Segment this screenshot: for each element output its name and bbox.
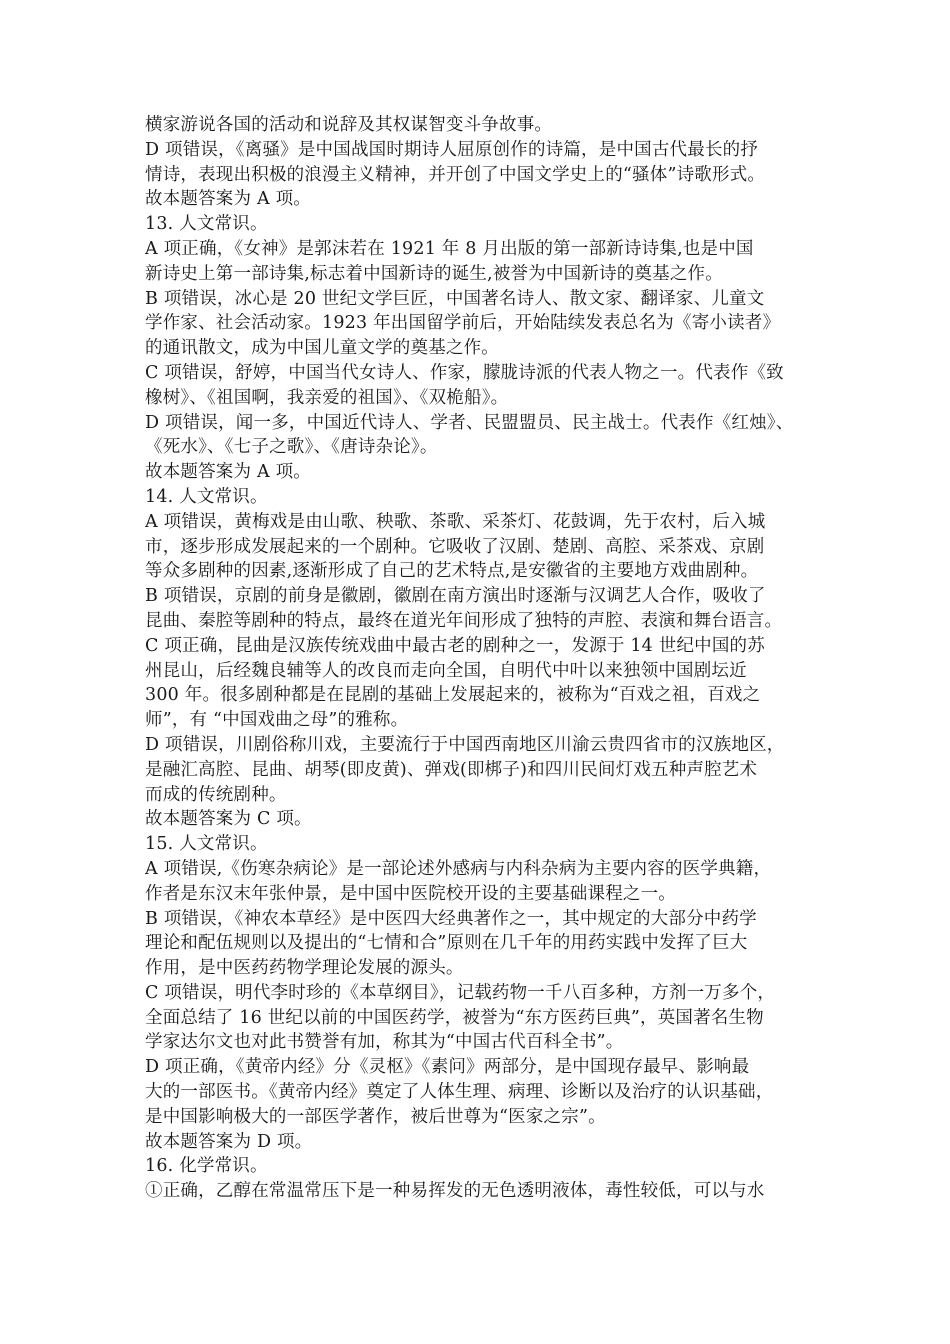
text-line: D 项错误，《离骚》是中国战国时期诗人屈原创作的诗篇，是中国古代最长的抒	[145, 139, 759, 160]
text-line: 州昆山，后经魏良辅等人的改良而走向全国，自明代中叶以来独领中国剧坛近	[145, 660, 747, 681]
text-line: 学家达尔文也对此书赞誉有加，称其为“中国古代百科全书”。	[145, 1032, 624, 1053]
text-line: C 项错误，舒婷，中国当代女诗人、作家，朦胧诗派的代表人物之一。代表作《致	[145, 362, 784, 383]
text-line: 作用，是中医药药物学理论发展的源头。	[145, 958, 464, 979]
text-line: 故本题答案为 D 项。	[145, 1131, 313, 1152]
section-heading: 14. 人文常识。	[145, 486, 268, 507]
text-line: D 项正确，《黄帝内经》分《灵枢》《素问》两部分，是中国现存最早、影响最	[145, 1057, 750, 1078]
text-line: C 项错误，明代李时珍的《本草纲目》，记载药物一千八百多种，方剂一万多个，	[145, 982, 776, 1003]
section-heading: 13. 人文常识。	[145, 214, 268, 235]
text-line: 全面总结了 16 世纪以前的中国医药学，被誉为“东方医药巨典”，英国著名生物	[145, 1007, 764, 1028]
text-line: 而成的传统剧种。	[145, 784, 287, 805]
text-line: A 项正确，《女神》是郭沫若在 1921 年 8 月出版的第一部新诗诗集,也是中国	[145, 238, 754, 259]
text-line: A 项错误,《伤寒杂病论》是一部论述外感病与内科杂病为主要内容的医学典籍，	[145, 858, 772, 879]
text-line: 故本题答案为 A 项。	[145, 462, 311, 483]
text-line: 学作家、社会活动家。1923 年出国留学前后，开始陆续发表总名为《寄小读者》	[145, 313, 781, 334]
text-line: 新诗史上第一部诗集,标志着中国新诗的诞生,被誉为中国新诗的奠基之作。	[145, 263, 723, 284]
text-line: 作者是东汉末年张仲景，是中国中医院校开设的主要基础课程之一。	[145, 883, 676, 904]
text-line: 市，逐步形成发展起来的一个剧种。它吸收了汉剧、楚剧、高腔、采茶戏、京剧	[145, 536, 765, 557]
text-line: 大的一部医书。《黄帝内经》奠定了人体生理、病理、诊断以及治疗的认识基础，	[145, 1082, 774, 1103]
section-heading: 15. 人文常识。	[145, 834, 268, 855]
text-line: 情诗，表现出积极的浪漫主义精神，并开创了中国文学史上的“骚体”诗歌形式。	[145, 164, 766, 185]
text-line: 《死水》、《七子之歌》、《唐诗杂论》。	[145, 437, 438, 458]
text-line: 是中国影响极大的一部医学著作，被后世尊为“医家之宗”。	[145, 1106, 606, 1127]
document-page	[145, 113, 810, 1204]
text-line: D 项错误，闻一多，中国近代诗人、学者、民盟盟员、民主战士。代表作《红烛》、	[145, 412, 794, 433]
text-line: 故本题答案为 A 项。	[145, 189, 311, 210]
section-heading: 16. 化学常识。	[145, 1156, 268, 1177]
text-line: ①正确，乙醇在常温常压下是一种易挥发的无色透明液体，毒性较低，可以与水	[145, 1181, 765, 1202]
text-line: B 项错误，冰心是 20 世纪文学巨匠，中国著名诗人、散文家、翻译家、儿童文	[145, 288, 765, 309]
text-line: D 项错误，川剧俗称川戏，主要流行于中国西南地区川渝云贵四省市的汉族地区，	[145, 734, 785, 755]
text-line: A 项错误，黄梅戏是由山歌、秧歌、茶歌、采茶灯、花鼓调，先于农村，后入城	[145, 511, 766, 532]
text-line: B 项错误，《神农本草经》是中医四大经典著作之一，其中规定的大部分中药学	[145, 908, 757, 929]
text-line: 师”，有 “中国戏曲之母”的雅称。	[145, 710, 409, 731]
text-line: 的通讯散文，成为中国儿童文学的奠基之作。	[145, 338, 499, 359]
text-line: C 项正确，昆曲是汉族传统戏曲中最古老的剧种之一，发源于 14 世纪中国的苏	[145, 635, 765, 656]
text-line: 理论和配伍规则以及提出的“七情和合”原则在几千年的用药实践中发挥了巨大	[145, 933, 748, 954]
text-line: 300 年。很多剧种都是在昆剧的基础上发展起来的，被称为“百戏之祖，百戏之	[145, 685, 761, 706]
text-line: 橡树》、《祖国啊，我亲爱的祖国》、《双桅船》。	[145, 387, 509, 408]
text-line: B 项错误，京剧的前身是徽剧，徽剧在南方演出时逐渐与汉调艺人合作，吸收了	[145, 586, 766, 607]
text-line: 横家游说各国的活动和说辞及其权谋智变斗争故事。	[145, 115, 553, 135]
text-line: 是融汇高腔、昆曲、胡琴(即皮黄)、弹戏(即梆子)和四川民间灯戏五种声腔艺术	[145, 759, 758, 780]
text-line: 故本题答案为 C 项。	[145, 809, 312, 830]
text-line: 等众多剧种的因素,逐渐形成了自己的艺术特点,是安徽省的主要地方戏曲剧种。	[145, 561, 759, 582]
text-line: 昆曲、秦腔等剧种的特点，最终在道光年间形成了独特的声腔、表演和舞台语言。	[145, 610, 783, 631]
